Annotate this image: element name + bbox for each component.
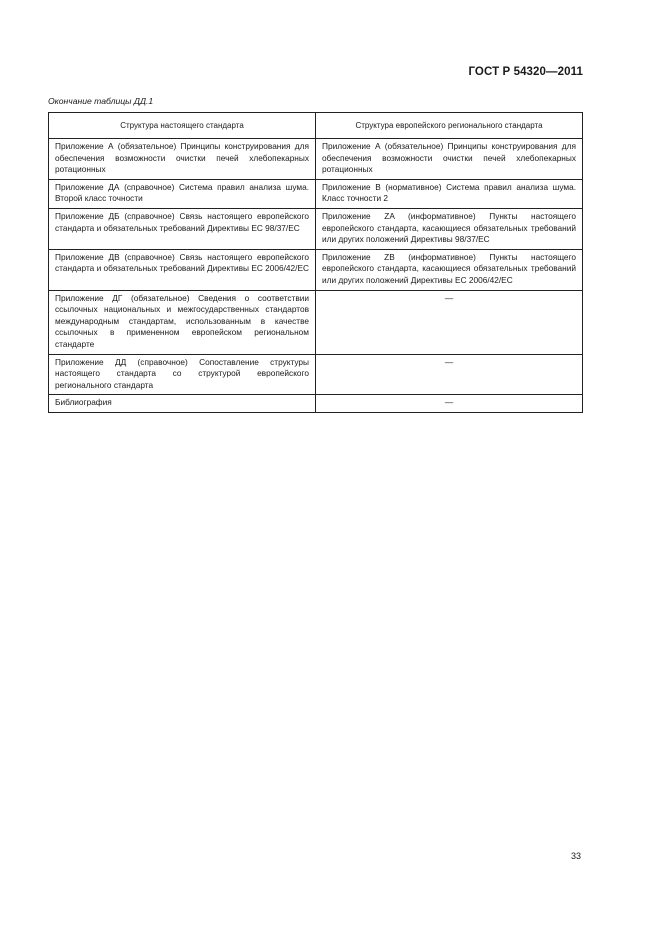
cell-national: Приложение А (обязательное) Принципы конструирования для обеспечения возможности очистки печей хлебопекарных ротационных <box>49 139 316 180</box>
page-number: 33 <box>570 851 581 861</box>
document-id: ГОСТ Р 54320—2011 <box>468 66 583 78</box>
table-caption: Окончание таблицы ДД.1 <box>48 96 154 106</box>
cell-european: Приложение ZB (информативное) Пункты настоящего европейского стандарта, касающиеся обязательных требований или других положений Директивы ЕС 2006/42/ЕС <box>316 249 583 290</box>
table-row <box>49 249 583 290</box>
cell-national: Приложение ДБ (справочное) Связь настоящего европейского стандарта и обязательных требований Директивы ЕС 98/37/ЕС <box>49 208 316 249</box>
table-row <box>49 208 583 249</box>
table-header-row <box>49 113 583 139</box>
cell-national: Приложение ДД (справочное) Сопоставление структуры настоящего стандарта со структурой европейского регионального стандарта <box>49 354 316 395</box>
cell-european: — <box>316 290 583 354</box>
cell-national: Приложение ДА (справочное) Система правил анализа шума. Второй класс точности <box>49 179 316 208</box>
cell-european: Приложение В (нормативное) Система правил анализа шума. Класс точности 2 <box>316 179 583 208</box>
table-row <box>49 139 583 180</box>
cell-european: — <box>316 395 583 413</box>
cell-european: — <box>316 354 583 395</box>
column-header-national: Структура настоящего стандарта <box>49 113 316 139</box>
comparison-table <box>48 112 583 413</box>
cell-european: Приложение ZA (информативное) Пункты настоящего европейского стандарта, касающиеся обязательных требований или других положений Директивы 98/37/ЕС <box>316 208 583 249</box>
cell-national: Приложение ДГ (обязательное) Сведения о соответствии ссылочных национальных и межгосударственных стандартов международным стандартам, использованным в качестве ссылочных в примененном европейском региональном стандарте <box>49 290 316 354</box>
cell-national: Библиография <box>49 395 316 413</box>
table-row <box>49 290 583 354</box>
cell-national: Приложение ДВ (справочное) Связь настоящего европейского стандарта и обязательных требований Директивы ЕС 2006/42/ЕС <box>49 249 316 290</box>
table-row <box>49 179 583 208</box>
column-header-european: Структура европейского регионального стандарта <box>316 113 583 139</box>
table-row <box>49 354 583 395</box>
cell-european: Приложение А (обязательное) Принципы конструирования для обеспечения возможности очистки печей хлебопекарных ротационных <box>316 139 583 180</box>
table-row <box>49 395 583 413</box>
